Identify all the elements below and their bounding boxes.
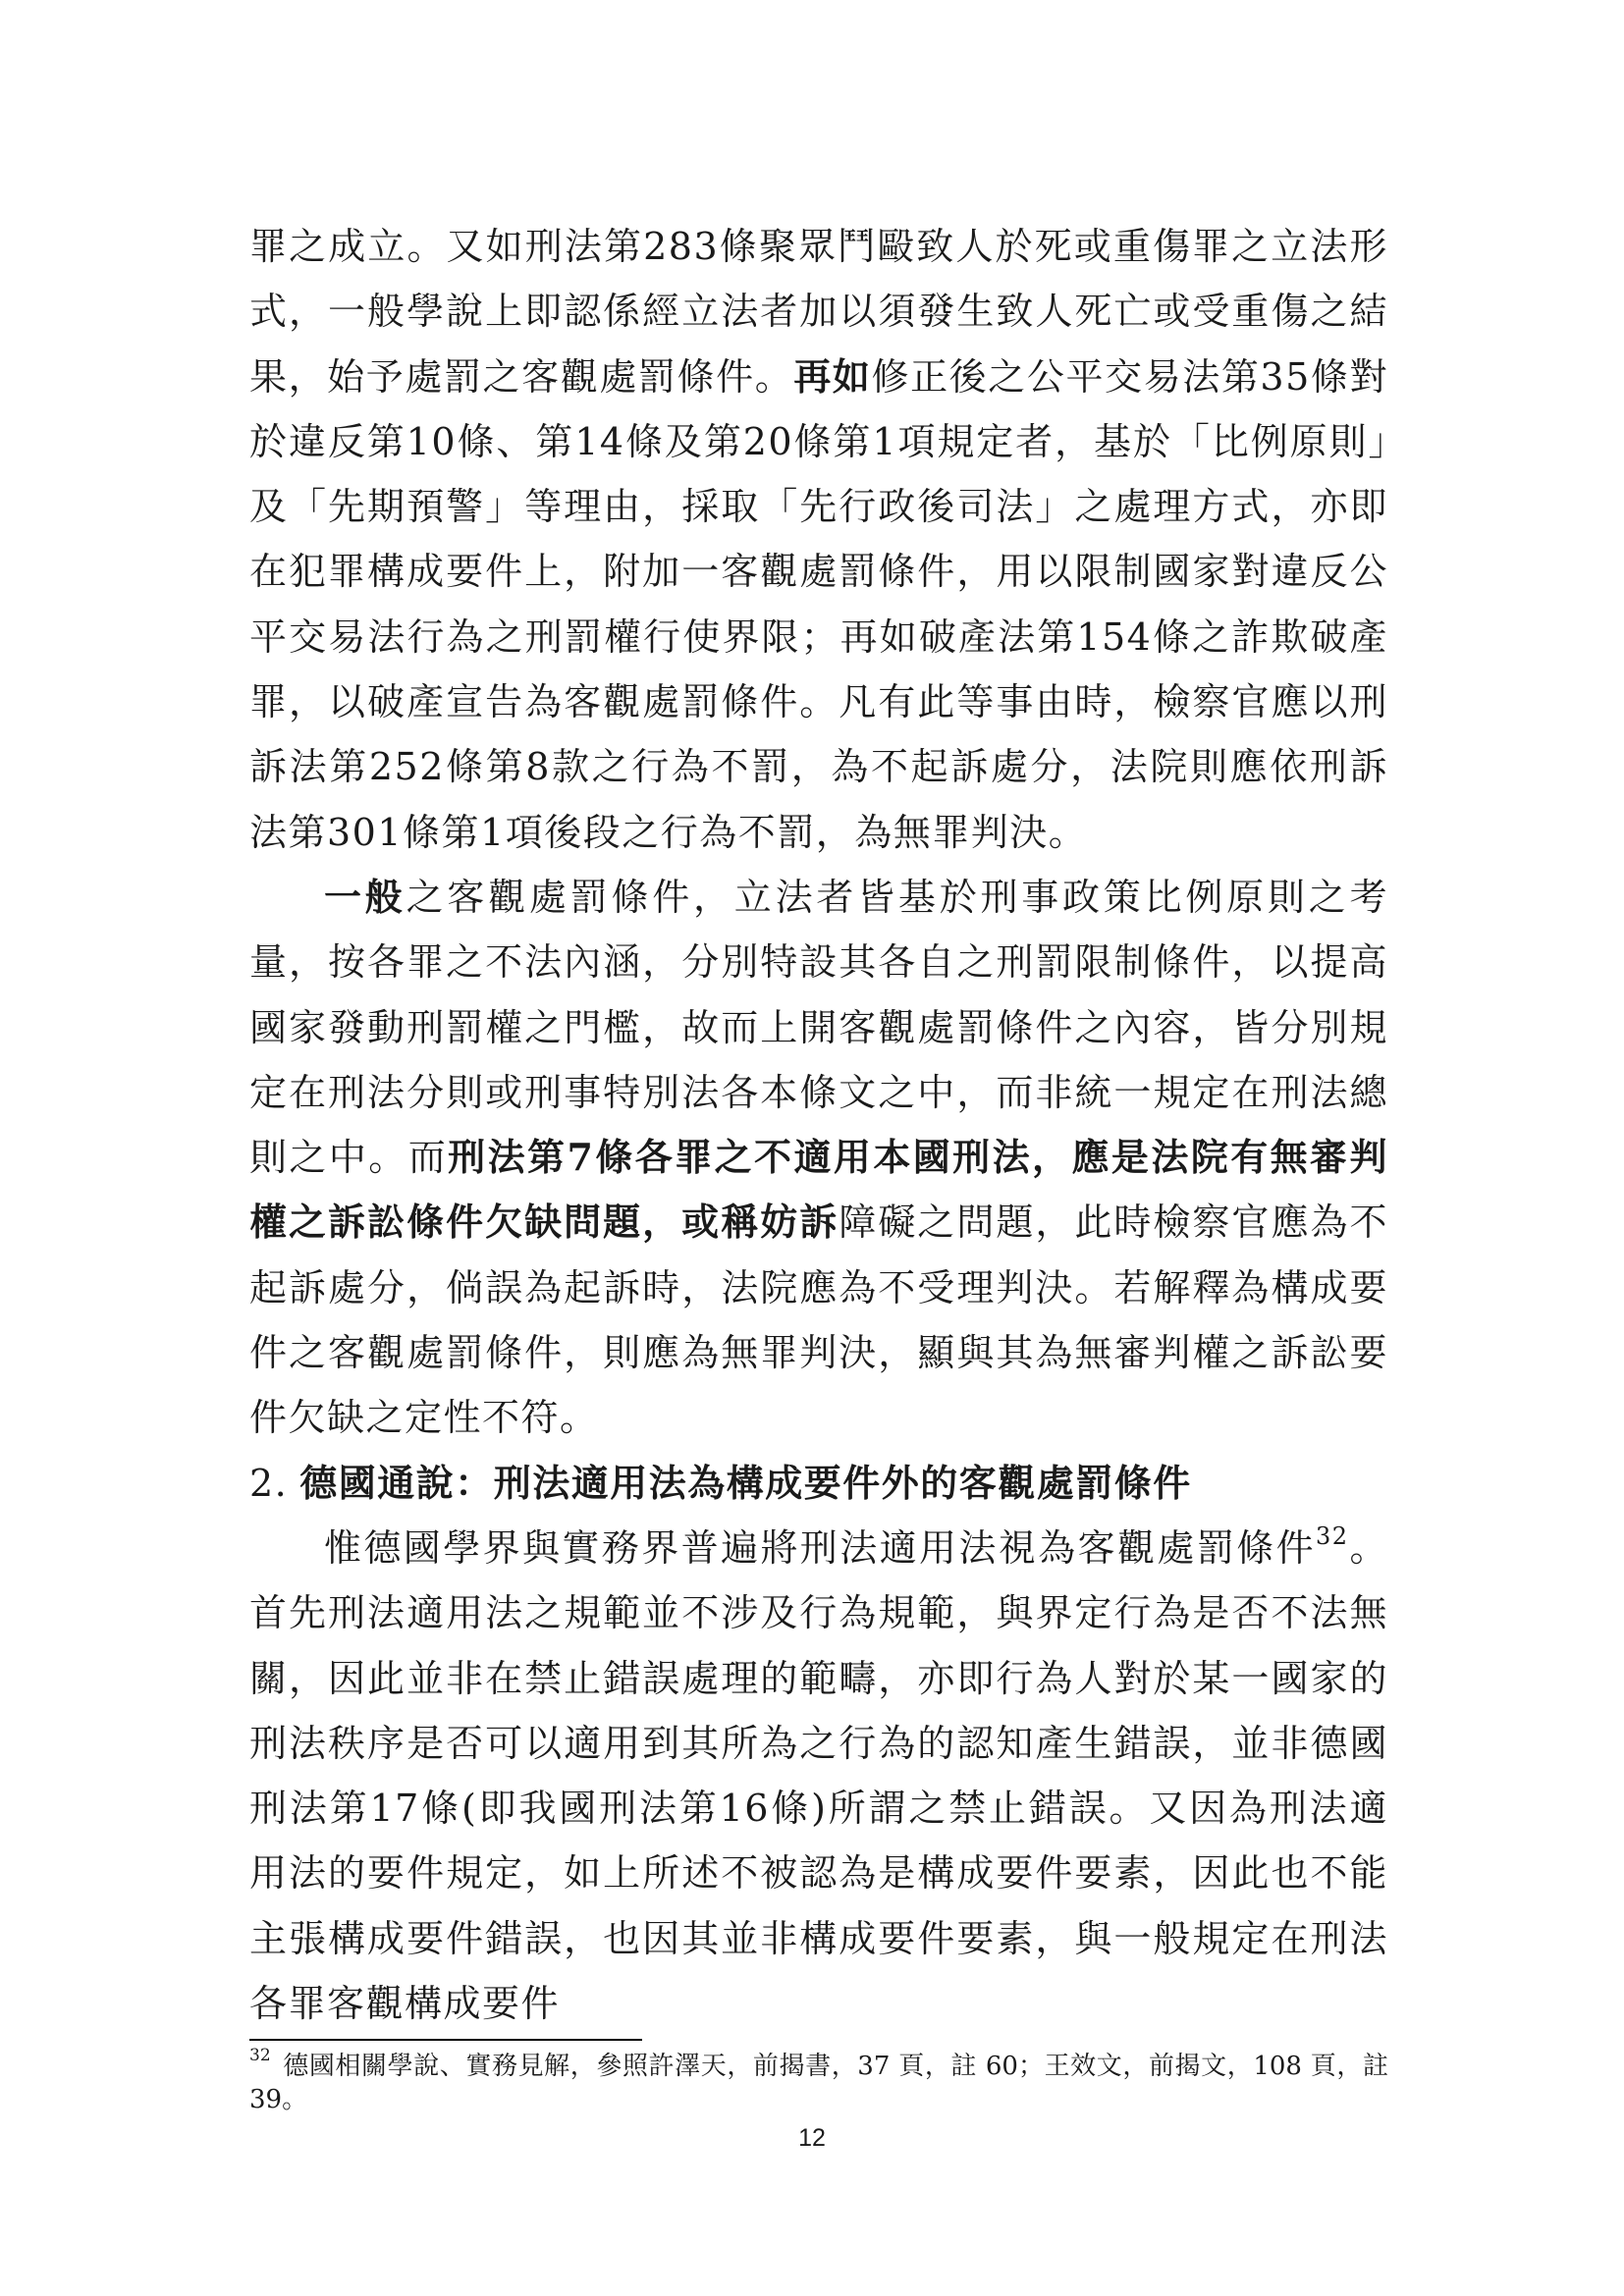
footnote-reference[interactable]: 32 xyxy=(1316,1522,1349,1551)
footnote xyxy=(249,2046,1388,2116)
paragraph-2-bold-lead: 一般 xyxy=(324,874,406,919)
paragraph-1-bold: 再如 xyxy=(793,353,872,399)
paragraph-1 xyxy=(249,214,1388,865)
footnote-separator xyxy=(249,2039,642,2041)
main-text xyxy=(249,214,1388,2036)
section-heading-title: 德國通說：刑法適用法為構成要件外的客觀處罰條件 xyxy=(299,1460,1192,1505)
footnote-number: 32 xyxy=(249,2046,271,2066)
paragraph-1-part-c: 修正後之公平交易法第35條對於違反第10條、第14條及第20條第1項規定者，基於「比例原則」及「先期預警」等理由，採取「先行政後司法」之處理方式，亦即在犯罪構成要件上，附加一客觀處罰條件，用以限制國家對違反公平交易法行為之刑罰權行使界限；再如破產法第154條之詐欺破產罪，以破產宣告為客觀處罰條件。凡有此等事由時，檢察官應以刑訴法第252條第8款之行為不罰，為不起訴處分，法院則應依刑訴法第301條第1項後段之行為不罰，為無罪判決。 xyxy=(249,354,1388,854)
footnote-text: 德國相關學說、實務見解，參照許澤天，前揭書，37 頁，註 60；王效文，前揭文，108 頁，註 39。 xyxy=(249,2052,1388,2114)
section-heading-number: 2. xyxy=(249,1461,289,1505)
paragraph-3 xyxy=(249,1516,1388,2036)
paragraph-2-bold-emphasis: 刑法第7條各罪之不適用本國刑法，應是法院有無審判權之訴訟條件欠缺問題，或稱妨訴 xyxy=(249,1135,1388,1245)
paragraph-2-part-d: 障礙之問題，此時檢察官應為不起訴處分，倘誤為起訴時，法院應為不受理判決。若解釋為構成要件之客觀處罰條件，則應為無罪判決，顯與其為無審判權之訴訟要件欠缺之定性不符。 xyxy=(249,1201,1388,1440)
paragraph-2 xyxy=(249,865,1388,1451)
paragraph-3-part-b: 。首先刑法適用法之規範並不涉及行為規範，與界定行為是否不法無關，因此並非在禁止錯誤處理的範疇，亦即行為人對於某一國家的刑法秩序是否可以適用到其所為之行為的認知產生錯誤，並非德國刑法第17條(即我國刑法第16條)所謂之禁止錯誤。又因為刑法適用法的要件規定，如上所述不被認為是構成要件要素，因此也不能主張構成要件錯誤，也因其並非構成要件要素，與一般規定在刑法各罪客觀構成要件 xyxy=(249,1525,1388,2026)
page-number: 12 xyxy=(798,2124,826,2152)
paragraph-2-part-b: 之客觀處罰條件，立法者皆基於刑事政策比例原則之考量，按各罪之不法內涵，分別特設其各自之刑罰限制條件，以提高國家發動刑罰權之門檻，故而上開客觀處罰條件之內容，皆分別規定在刑法分則或刑事特別法各本條文之中，而非統一規定在刑法總則之中。而 xyxy=(249,875,1388,1180)
paragraph-3-part-a: 惟德國學界與實務界普遍將刑法適用法視為客觀處罰條件 xyxy=(324,1525,1317,1570)
paragraph-1-part-a: 罪之成立。又如刑法第283條聚眾鬥毆致人於死或重傷罪之立法形式，一般學說上即認係經立法者加以須發生致人死亡或受重傷之結果，始予處罰之客觀處罰條件。 xyxy=(249,225,1388,399)
section-heading xyxy=(249,1451,1388,1516)
